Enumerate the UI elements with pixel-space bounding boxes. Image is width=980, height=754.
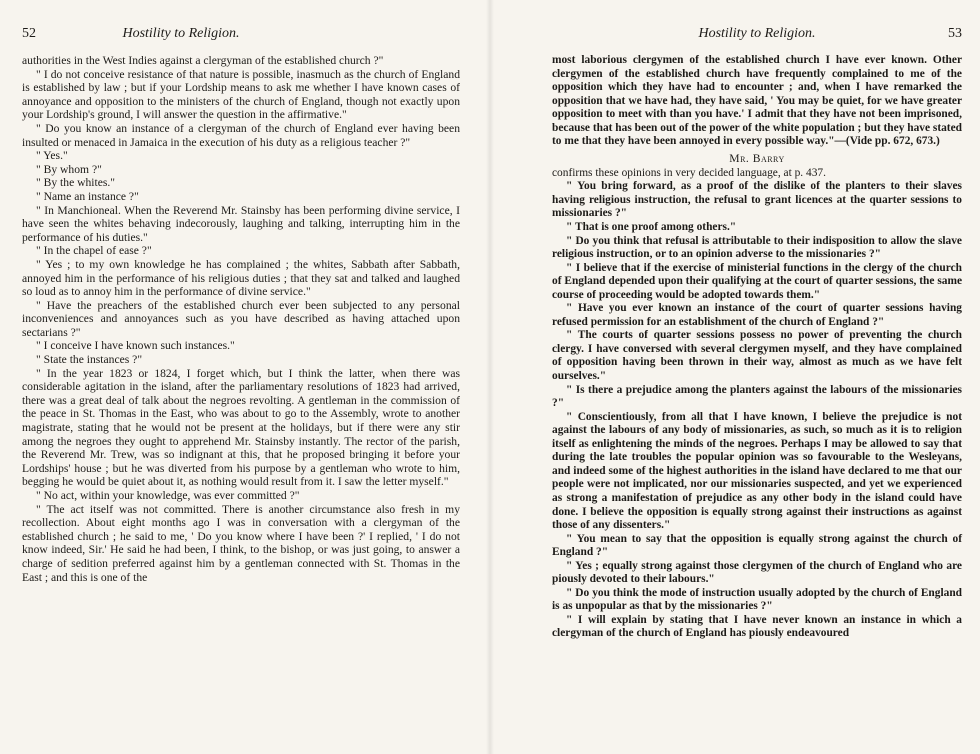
paragraph: " In Manchioneal. When the Reverend Mr. Stainsby has been performing divine service, I have seen the whites behaving indecorously, laughing and talking, interrupting him in the performance of his duties." — [22, 203, 460, 244]
paragraph: " Yes ; equally strong against those clergymen of the church of England who are piously devoted to their labours." — [552, 559, 962, 586]
paragraph: " Have the preachers of the established church ever been subjected to any personal inconveniences and annoyances such as you have described as having attached upon sectarians ?" — [22, 298, 460, 339]
right-running-head — [552, 22, 962, 46]
paragraph: " Conscientiously, from all that I have known, I believe the prejudice is not against the labours of any body of missionaries, as such, so much as it is to religion itself as enlightening the minds of the negroes. Perhaps I may be allowed to say that during the late troubles the popular opinion was so favourable to the Wesleyans, and indeed some of the highest authorities in the island have declared to me that our people were not implicated, nor our missionaries suspected, and yet we experienced as strong a manifestation of prejudice as any other body in the island could have done. I believe the opposition is equally strong against their instructions as against those of any dissenters." — [552, 410, 962, 532]
paragraph: " By the whites." — [36, 176, 116, 190]
speaker-heading: Mr. Barry — [729, 151, 785, 165]
paragraph: " In the chapel of ease ?" — [36, 244, 152, 258]
paragraph: confirms these opinions in very decided language, at p. 437. — [552, 166, 826, 179]
paragraph: " I believe that if the exercise of ministerial functions in the clergy of the church of England depended upon their qualifying at the court of quarter sessions, the same course of proceeding would be adopted towards them." — [552, 261, 962, 301]
left-running-head — [22, 22, 460, 46]
paragraph: " By whom ?" — [36, 162, 102, 176]
paragraph: " The courts of quarter sessions possess no power of preventing the church clergy. I have conversed with several clergymen myself, and they have complained of opposition having been thrown in their way, almost as much as we have felt ourselves." — [552, 329, 962, 383]
paragraph: most laborious clergymen of the established church I have ever known. Other clergymen of the established church have frequently complained to me of the opposition which they have had to encounter ; and, when I have remarked the opposition that we have had, they have said, ' You may be quiet, for we have greater opposition to meet with than you have.' I admit that they have not been imprisoned, because that has been out of the power of the white population ; but they have stated to me that they have been annoyed in every possible way."—(Vide pp. 672, 673.) — [552, 54, 962, 148]
paragraph: " Do you know an instance of a clergyman of the church of England ever having been insulted or menaced in Jamaica in the execution of his duty as a religious teacher ?" — [22, 121, 460, 149]
right-page — [490, 0, 980, 754]
paragraph: " Name an instance ?" — [36, 189, 139, 203]
paragraph: " I do not conceive resistance of that nature is possible, inasmuch as the church of England is established by law ; but if your Lordship means to ask me whether I have known cases of annoyance and opposition to the ministers of the church of England, though not exactly upon your Lordship's ground, I will answer the question in the affirmative." — [22, 67, 460, 122]
right-running-title: Hostility to Religion. — [698, 26, 816, 41]
paragraph: " That is one proof among others." — [566, 221, 737, 234]
paragraph: authorities in the West Indies against a clergyman of the established church ?" — [22, 54, 384, 67]
paragraph: " Do you think the mode of instruction usually adopted by the church of England is as unpopular as that by the missionaries ?" — [552, 586, 962, 613]
paragraph: " Is there a prejudice among the planters against the labours of the missionaries ?" — [552, 383, 962, 410]
paragraph: " I will explain by stating that I have never known an instance in which a clergyman of the church of England has piously endeavoured — [552, 613, 962, 640]
right-body-text — [552, 54, 962, 641]
paragraph: " You mean to say that the opposition is equally strong against the church of England ?" — [552, 532, 962, 559]
paragraph: " Yes." — [36, 149, 68, 163]
left-body-text — [22, 54, 460, 584]
paragraph: " I conceive I have known such instances." — [36, 339, 235, 353]
left-page-number: 52 — [22, 26, 36, 41]
paragraph: " You bring forward, as a proof of the dislike of the planters to their slaves having religious instruction, the refusal to grant licences at the quarter sessions to missionaries ?" — [552, 180, 962, 220]
paragraph: " In the year 1823 or 1824, I forget which, but I think the latter, when there was considerable agitation in the island, after the parliamentary resolutions of 1823 had arrived, there was a great deal of talk about the negroes revolting. A gentleman in the commission of the peace in St. Thomas in the East, who was about to go to the Assembly, wrote to another magistrate, stating that he would not be present at the holidays, but if there were any stir among the negroes they ought to apprehend Mr. Stainsby instantly. The rector of the parish, the Reverend Mr. Trew, was so indignant at this, that he proposed bringing it before your Lordships' house ; but he was diverted from his purpose by a gentleman who wrote to him, begging he would be quiet about it, as nothing would result from it. I saw the letter myself." — [22, 366, 460, 489]
paragraph: " Do you think that refusal is attributable to their indisposition to allow the slave religious instruction, or to an opinion adverse to the missionaries ?" — [552, 234, 962, 261]
paragraph: " The act itself was not committed. There is another circumstance also fresh in my recollection. About eight months ago I was in conversation with a clergyman of the established church ; he said to me, ' Do you know where I have been ?' I replied, ' I do not know indeed, Sir.' He said he had been, I think, to the bishop, or was just going, to answer a charge of sedition preferred against him by a gentleman connected with St. Thomas in the East ; and this is one of the — [22, 502, 460, 584]
paragraph: " State the instances ?" — [36, 353, 143, 367]
paragraph: " Have you ever known an instance of the court of quarter sessions having refused permission for an establishment of the church of England ?" — [552, 302, 962, 328]
paragraph: " No act, within your knowledge, was ever committed ?" — [36, 489, 300, 502]
right-page-number: 53 — [948, 26, 962, 41]
left-running-title: Hostility to Religion. — [122, 26, 240, 41]
paragraph: " Yes ; to my own knowledge he has complained ; the whites, Sabbath after Sabbath, annoyed him in the performance of his religious duties ; that they sat and talked and laughed so loud as to annoy him in the performance of divine service." — [22, 257, 460, 299]
